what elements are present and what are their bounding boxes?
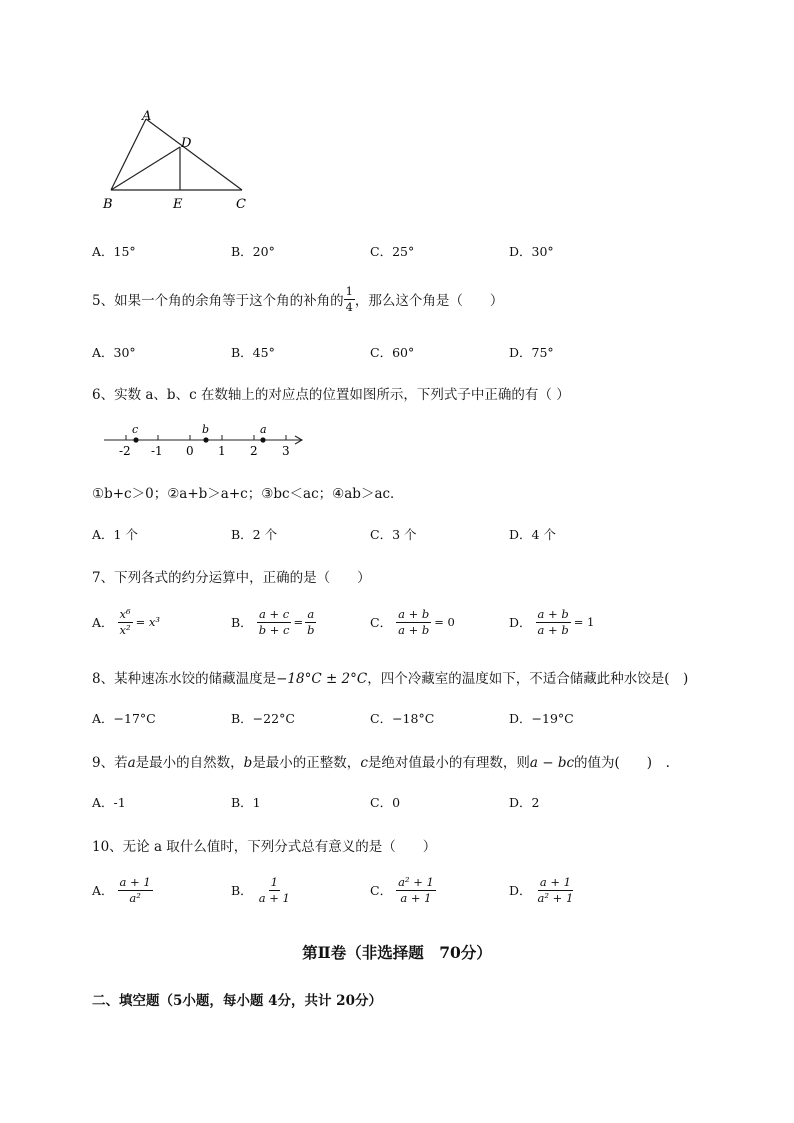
q10-d-fraction <box>536 876 576 904</box>
q5-option-d: D．75° <box>509 345 554 360</box>
q7-d-rhs: = 1 <box>573 615 595 630</box>
q6-statements: ①b+c＞0；②a+b＞a+c；③bc＜ac；④ab＞ac． <box>92 486 404 502</box>
q7-b-num2: a <box>307 607 315 621</box>
segment-ac <box>146 119 242 190</box>
q5-option-b: B．45° <box>231 345 275 360</box>
q6-option-c: C．3 个 <box>370 527 417 542</box>
q7-d-num: a + b <box>537 607 569 621</box>
q4-option-d: D．30° <box>509 244 554 259</box>
q7-b-num: a + c <box>258 607 290 621</box>
label-d: D <box>181 136 192 151</box>
q4-option-c: C．25° <box>370 244 415 259</box>
label-e: E <box>173 197 183 212</box>
q10-b-den: a + 1 <box>258 890 290 905</box>
q10-option-a <box>92 876 153 904</box>
point-label-c: c <box>132 423 139 436</box>
q9-option-a: A．-1 <box>92 795 126 810</box>
point-a <box>260 437 265 442</box>
q5-stem-before: 5、如果一个角的余角等于这个角的补角的 <box>92 293 344 310</box>
q7-c-num: a + b <box>398 607 430 621</box>
q8-option-a: A．−17°C <box>92 711 156 726</box>
q10-option-a-label: A． <box>92 883 114 899</box>
q7-a-rhs: = x³ <box>135 615 161 630</box>
q7-option-c-label: C． <box>370 615 393 631</box>
tick-label-0: 0 <box>186 444 194 458</box>
q10-option-d <box>509 876 575 904</box>
q5-option-a: A．30° <box>92 345 136 360</box>
q10-option-d-label: D． <box>509 883 532 899</box>
q5-frac-num: 1 <box>345 284 353 298</box>
q9-s4: 是绝对值最小的有理数，则 <box>367 755 530 771</box>
q9-s5: 的值为( ) . <box>574 755 670 771</box>
q8-stem <box>92 667 688 687</box>
q10-a-num: a + 1 <box>119 875 151 889</box>
q10-stem: 10、无论 a 取什么值时，下列分式总有意义的是（ ） <box>92 839 437 855</box>
q7-option-a-label: A． <box>92 615 114 631</box>
q7-b-den2: b <box>307 622 315 637</box>
q5-frac-den: 4 <box>345 299 353 314</box>
q9-var-a: a <box>127 755 136 771</box>
q9-s1: 9、若 <box>92 755 128 771</box>
q10-b-num: 1 <box>270 875 278 889</box>
q7-a-num: x⁶ <box>119 607 131 621</box>
q9-option-c: C．0 <box>370 795 401 810</box>
q7-option-a <box>92 608 160 636</box>
q10-c-den: a + 1 <box>400 890 432 905</box>
q10-d-num: a + 1 <box>539 875 571 889</box>
q10-a-fraction <box>118 876 153 904</box>
q8-option-c: C．−18°C <box>370 711 435 726</box>
q7-d-fraction <box>536 608 571 636</box>
section-subtitle: 二、填空题（5小题，每小题 4分，共计 20分） <box>92 993 382 1009</box>
tick-label-2: 2 <box>250 444 258 458</box>
q9-stem <box>92 751 670 771</box>
q7-d-den: a + b <box>537 622 569 637</box>
q5-fraction <box>344 285 355 313</box>
q7-option-d <box>509 608 594 636</box>
section-title: 第Ⅱ卷（非选择题 70分） <box>302 943 492 962</box>
q10-option-b-label: B． <box>231 883 253 899</box>
point-label-b: b <box>202 423 210 436</box>
q8-option-b: B．−22°C <box>231 711 295 726</box>
q8-stem-before: 8、某种速冻水饺的储藏温度是 <box>92 671 277 687</box>
q10-c-fraction <box>396 876 436 904</box>
q7-c-rhs: = 0 <box>434 615 455 630</box>
label-a: A <box>142 109 152 124</box>
q7-b-fraction-1 <box>257 608 292 636</box>
q9-s3: 是最小的正整数， <box>252 755 361 771</box>
q7-option-b-label: B． <box>231 615 253 631</box>
q6-option-a: A．1 个 <box>92 527 138 542</box>
q4-option-b: B．20° <box>231 244 275 259</box>
q10-b-fraction <box>257 876 292 904</box>
tick-label-3: 3 <box>282 444 290 458</box>
q9-option-d: D．2 <box>509 795 540 810</box>
q7-a-den: x² <box>119 622 131 637</box>
tick-label-neg1: -1 <box>151 444 163 458</box>
q4-option-a: A．15° <box>92 244 136 259</box>
q6-option-b: B．2 个 <box>231 527 278 542</box>
q7-stem: 7、下列各式的约分运算中，正确的是（ ） <box>92 570 371 586</box>
q8-temp: −18°C ± 2°C <box>276 671 368 687</box>
q7-b-eq: = <box>293 615 304 630</box>
number-line <box>98 420 310 460</box>
q5-stem-after: ，那么这个角是（ ） <box>354 293 504 310</box>
q9-s2: 是最小的自然数， <box>135 755 244 771</box>
q10-d-den: a² + 1 <box>537 890 574 905</box>
point-c <box>133 437 138 442</box>
label-b: B <box>103 197 113 212</box>
q5-stem <box>92 285 503 313</box>
label-c: C <box>236 197 246 212</box>
q10-c-num: a² + 1 <box>398 875 434 889</box>
point-b <box>203 437 208 442</box>
q5-option-c: C．60° <box>370 345 415 360</box>
q9-option-b: B．1 <box>231 795 261 810</box>
q8-stem-after: ，四个冷藏室的温度如下，不适合储藏此种水饺是( ) <box>367 671 689 687</box>
q7-c-den: a + b <box>398 622 430 637</box>
q10-option-c <box>370 876 436 904</box>
q7-c-fraction <box>396 608 431 636</box>
q10-option-b <box>231 876 292 904</box>
q10-a-den: a² <box>129 890 141 905</box>
q9-var-c: c <box>360 755 368 771</box>
point-label-a: a <box>260 423 267 436</box>
q9-expr: a − bc <box>529 755 575 771</box>
q8-option-d: D．−19°C <box>509 711 574 726</box>
q7-option-d-label: D． <box>509 615 532 631</box>
q6-stem: 6、实数 a、b、c 在数轴上的对应点的位置如图所示，下列式子中正确的有（ ） <box>92 387 570 403</box>
tick-label-1: 1 <box>218 444 226 458</box>
triangle-figure <box>96 104 256 216</box>
q10-option-c-label: C． <box>370 883 393 899</box>
q6-option-d: D．4 个 <box>509 527 556 542</box>
q7-a-fraction <box>118 608 133 636</box>
q7-option-c <box>370 608 455 636</box>
q7-option-b <box>231 608 316 636</box>
q7-b-den: b + c <box>258 622 290 637</box>
q9-var-b: b <box>243 755 253 771</box>
tick-label-neg2: -2 <box>119 444 131 458</box>
q7-b-fraction-2 <box>305 608 316 636</box>
